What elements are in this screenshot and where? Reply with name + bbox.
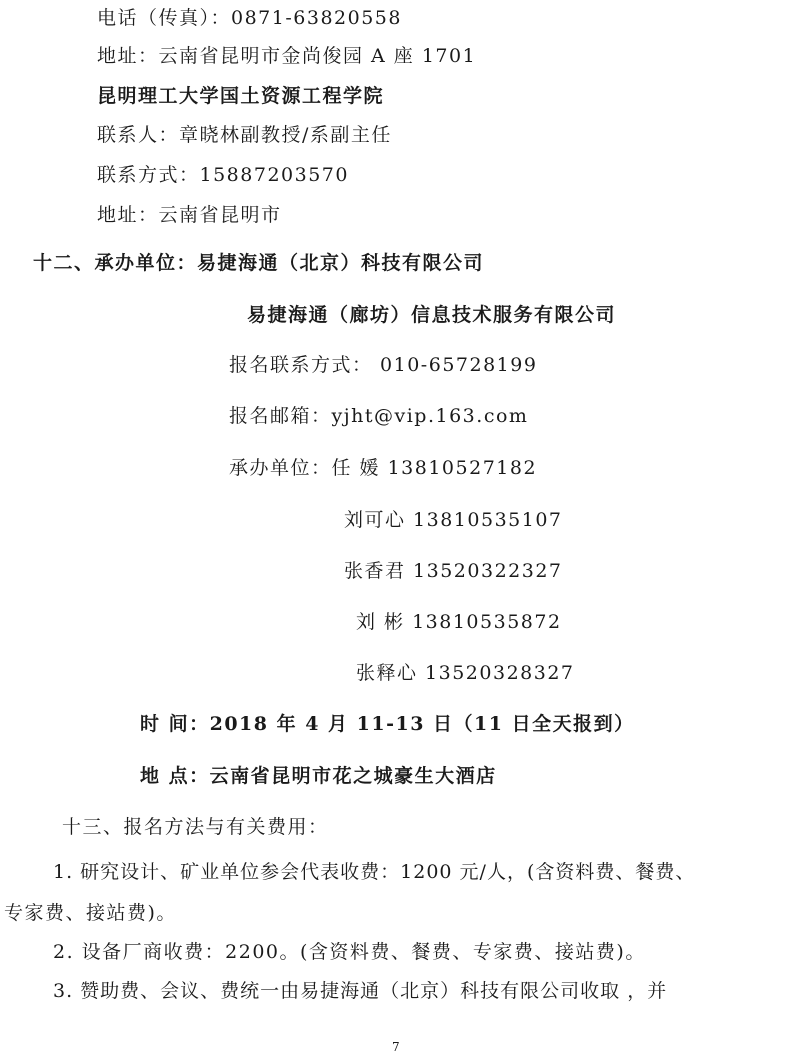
section-12-org2: 易捷海通（廊坊）信息技术服务有限公司	[247, 304, 617, 326]
meeting-time: 时 间：2018 年 4 月 11-13 日（11 日全天报到）	[140, 713, 635, 735]
page-number: 7	[392, 1040, 400, 1054]
section-12-heading: 十二、承办单位：易捷海通（北京）科技有限公司	[33, 252, 485, 274]
fee-item-2: 2. 设备厂商收费：2200。(含资料费、餐费、专家费、接站费)。	[53, 941, 646, 963]
fee-item-1-line-2: 专家费、接站费)。	[4, 902, 177, 924]
organizer-contact-1: 承办单位：任 媛 13810527182	[229, 457, 538, 479]
fee-item-1-line-1: 1. 研究设计、矿业单位参会代表收费：1200 元/人，(含资料费、餐费、	[53, 861, 696, 883]
kust-contact-method: 联系方式：15887203570	[97, 164, 349, 186]
address-line-1: 地址：云南省昆明市金尚俊园 A 座 1701	[97, 45, 477, 67]
meeting-place: 地 点：云南省昆明市花之城豪生大酒店	[140, 765, 497, 787]
phone-fax-line: 电话（传真）：0871-63820558	[97, 7, 402, 29]
organizer-contact-5: 张释心 13520328327	[356, 662, 575, 684]
kust-address: 地址：云南省昆明市	[97, 204, 282, 226]
kust-org-name: 昆明理工大学国土资源工程学院	[97, 85, 385, 107]
organizer-contact-4: 刘 彬 13810535872	[356, 611, 562, 633]
kust-contact-person: 联系人：章晓林副教授/系副主任	[97, 124, 392, 146]
organizer-contact-2: 刘可心 13810535107	[344, 509, 563, 531]
organizer-contact-3: 张香君 13520322327	[344, 560, 563, 582]
section-13-heading: 十三、报名方法与有关费用：	[62, 816, 329, 838]
fee-item-3: 3. 赞助费、会议、费统一由易捷海通（北京）科技有限公司收取 ，并	[53, 980, 668, 1002]
registration-email: 报名邮箱：yjht@vip.163.com	[229, 405, 529, 427]
registration-phone: 报名联系方式： 010-65728199	[229, 354, 538, 376]
